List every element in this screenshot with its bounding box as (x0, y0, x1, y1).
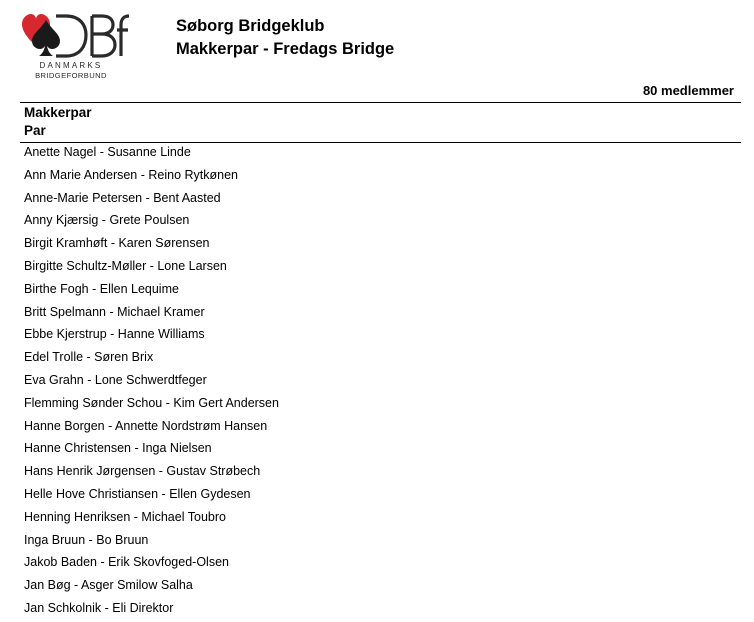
column-header-par: Par (24, 123, 46, 138)
pair-row: Anne-Marie Petersen - Bent Aasted (24, 190, 221, 205)
letter-f-icon (117, 16, 129, 56)
pair-row: Birgit Kramhøft - Karen Sørensen (24, 236, 210, 251)
pair-row: Eva Grahn - Lone Schwerdtfeger (24, 372, 207, 387)
pair-row: Helle Hove Christiansen - Ellen Gydesen (24, 486, 251, 501)
pair-row: Ann Marie Andersen - Reino Rytkønen (24, 167, 238, 182)
letter-d-icon (56, 16, 86, 56)
pair-list (24, 143, 279, 622)
pair-row: Jan Schkolnik - Eli Direktor (24, 600, 174, 615)
section-title: Makkerpar (24, 105, 92, 120)
pair-row: Flemming Sønder Schou - Kim Gert Andersen (24, 395, 279, 410)
member-count: 80 medlemmer (642, 83, 734, 98)
pair-row: Hanne Borgen - Annette Nordstrøm Hansen (24, 418, 268, 433)
event-name: Makkerpar - Fredags Bridge (176, 40, 395, 58)
pair-row: Ebbe Kjerstrup - Hanne Williams (24, 327, 205, 342)
pair-row: Jakob Baden - Erik Skovfoged-Olsen (24, 555, 229, 570)
club-name: Søborg Bridgeklub (176, 17, 325, 35)
logo-text-bridgeforbund: BRIDGEFORBUND (35, 71, 107, 80)
pair-row: Jan Bøg - Asger Smilow Salha (24, 578, 193, 593)
pair-row: Birthe Fogh - Ellen Lequime (24, 281, 179, 296)
pair-row: Henning Henriksen - Michael Toubro (24, 509, 226, 524)
logo-mark-icon (22, 12, 132, 62)
pair-row: Hanne Christensen - Inga Nielsen (24, 441, 212, 456)
letter-b-icon (92, 16, 115, 56)
pair-row: Anette Nagel - Susanne Linde (24, 145, 191, 159)
logo-text-danmarks: DANMARKS (39, 61, 103, 70)
pair-row: Birgitte Schultz-Møller - Lone Larsen (24, 258, 227, 273)
pair-row: Hans Henrik Jørgensen - Gustav Strøbech (24, 464, 261, 479)
pair-row: Edel Trolle - Søren Brix (24, 350, 154, 365)
pair-row: Inga Bruun - Bo Bruun (24, 532, 149, 547)
header-divider (20, 102, 741, 103)
pair-row: Anny Kjærsig - Grete Poulsen (24, 213, 190, 228)
dbf-logo (22, 12, 132, 84)
pair-row: Britt Spelmann - Michael Kramer (24, 304, 205, 319)
